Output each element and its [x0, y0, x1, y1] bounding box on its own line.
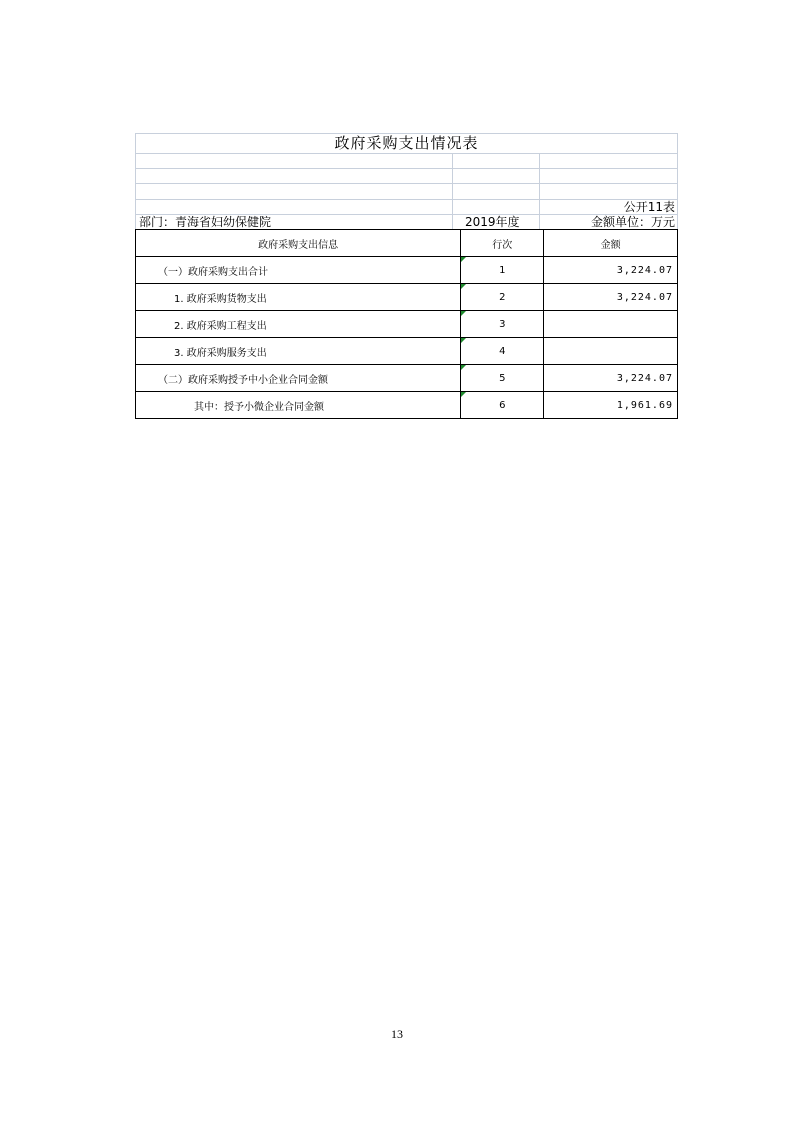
amount-unit: 金额单位：万元 — [590, 215, 675, 229]
cell-marker-icon — [461, 284, 466, 289]
row-amount — [544, 338, 678, 365]
grid-line — [135, 168, 678, 169]
row-number: 5 — [461, 365, 544, 392]
row-amount: 3,224.07 — [544, 257, 678, 284]
table-row — [136, 338, 678, 365]
table-row — [136, 257, 678, 284]
row-number: 2 — [461, 284, 544, 311]
grid-line — [135, 183, 678, 184]
row-label: 2. 政府采购工程支出 — [136, 311, 461, 338]
row-label: 1. 政府采购货物支出 — [136, 284, 461, 311]
page-number: 13 — [391, 1027, 403, 1041]
row-number: 1 — [461, 257, 544, 284]
row-label: 其中：授予小微企业合同金额 — [136, 392, 461, 419]
row-label: （一）政府采购支出合计 — [136, 257, 461, 284]
cell-marker-icon — [461, 365, 466, 370]
cell-marker-icon — [461, 338, 466, 343]
row-amount — [544, 311, 678, 338]
table-row — [136, 284, 678, 311]
row-number: 6 — [461, 392, 544, 419]
row-amount: 1,961.69 — [544, 392, 678, 419]
column-header-row-no: 行次 — [461, 230, 544, 257]
table-row — [136, 392, 678, 419]
table-row — [136, 365, 678, 392]
row-amount: 3,224.07 — [544, 365, 678, 392]
table-row — [136, 311, 678, 338]
row-number: 3 — [461, 311, 544, 338]
grid-line — [135, 199, 678, 200]
row-label: （二）政府采购授予中小企业合同金额 — [136, 365, 461, 392]
row-number: 4 — [461, 338, 544, 365]
report-title: 政府采购支出情况表 — [334, 134, 479, 152]
fiscal-year: 2019年度 — [465, 215, 520, 229]
procurement-table — [135, 229, 678, 419]
cell-marker-icon — [461, 392, 466, 397]
row-label: 3. 政府采购服务支出 — [136, 338, 461, 365]
column-header-amount: 金额 — [544, 230, 678, 257]
cell-marker-icon — [461, 311, 466, 316]
form-number: 公开11表 — [623, 200, 675, 214]
report-info-row — [135, 215, 678, 229]
table-header-row — [136, 230, 678, 257]
row-amount: 3,224.07 — [544, 284, 678, 311]
department-label: 部门：青海省妇幼保健院 — [139, 215, 272, 229]
column-header-info: 政府采购支出信息 — [136, 230, 461, 257]
cell-marker-icon — [461, 257, 466, 262]
grid-line — [135, 153, 678, 154]
